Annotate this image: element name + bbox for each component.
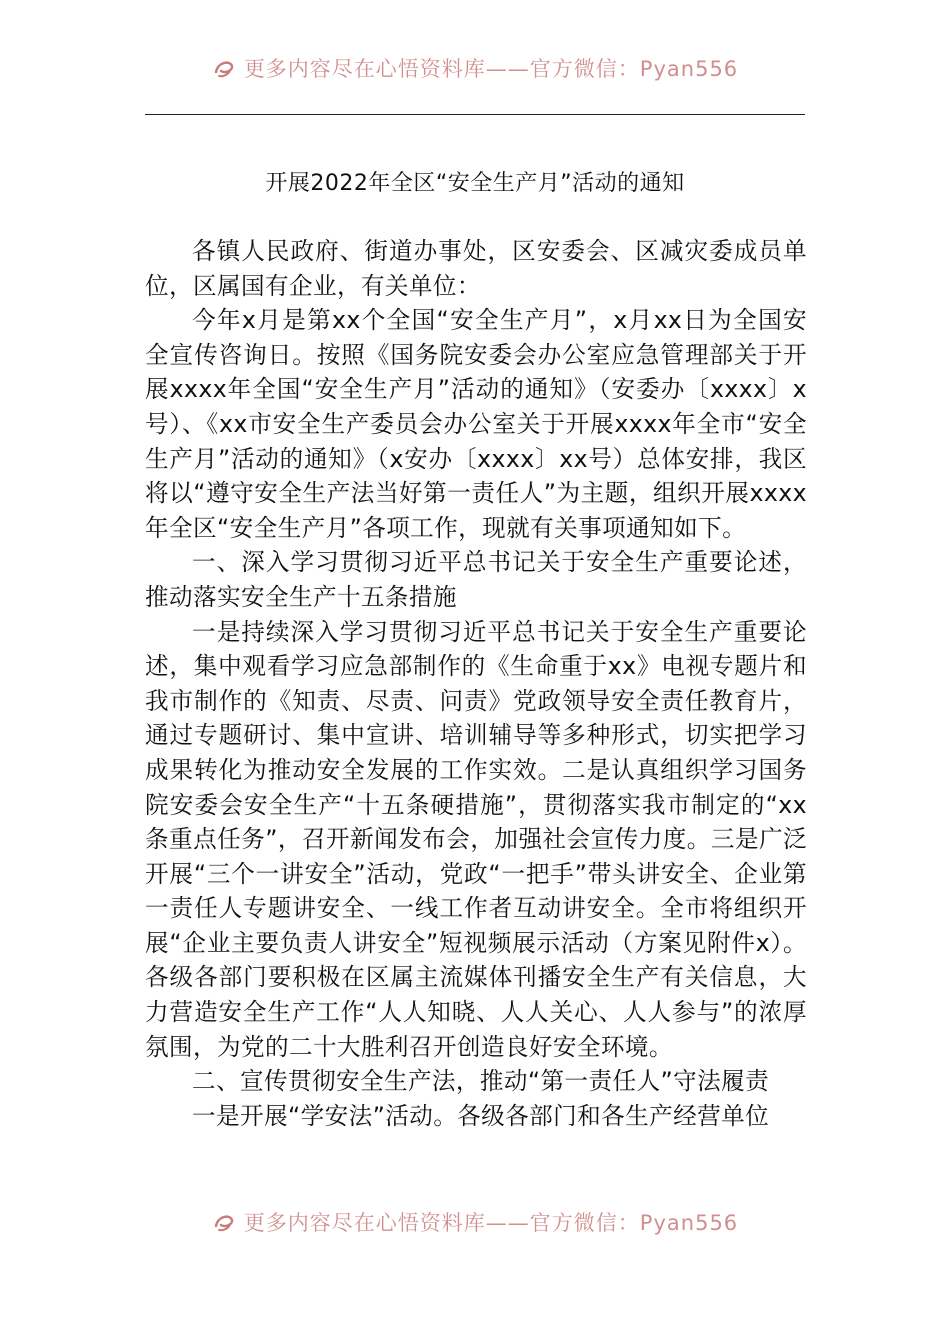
document-body [145, 234, 807, 1133]
document-title: 开展2022年全区“安全生产月”活动的通知 [265, 171, 685, 196]
section-heading-2: 二、宣传贯彻安全生产法，推动“第一责任人”守法履责 [192, 1067, 770, 1096]
section-heading-1: 一、深入学习贯彻习近平总书记关于安全生产重要论述，推动落实安全生产十五条措施 [145, 548, 807, 611]
brand-swirl-icon [212, 56, 236, 80]
paragraph-intro: 今年x月是第xx个全国“安全生产月”，x月xx日为全国安全宣传咨询日。按照《国务院安委会办公室应急管理部关于开展xxxx年全国“安全生产月”活动的通知》（安委办〔xxxx〕x号）、《xx市安全生产委员会办公室关于开展xxxx年全市“安全生产月”活动的通知》（x安办〔xxxx〕xx号）总体安排，我区将以“遵守安全生产法当好第一责任人”为主题，组织开展xxxx年全区“安全生产月”各项工作，现就有关事项通知如下。 [145, 306, 807, 542]
paragraph-section-1: 一是持续深入学习贯彻习近平总书记关于安全生产重要论述，集中观看学习应急部制作的《生命重于xx》电视专题片和我市制作的《知责、尽责、问责》党政领导安全责任教育片，通过专题研讨、集中宣讲、培训辅导等多种形式，切实把学习成果转化为推动安全发展的工作实效。二是认真组织学习国务院安委会安全生产“十五条硬措施”，贯彻落实我市制定的“xx条重点任务”，召开新闻发布会，加强社会宣传力度。三是广泛开展“三个一讲安全”活动，党政“一把手”带头讲安全、企业第一责任人专题讲安全、一线工作者互动讲安全。全市将组织开展“企业主要负责人讲安全”短视频展示活动（方案见附件x）。各级各部门要积极在区属主流媒体刊播安全生产有关信息，大力营造安全生产工作“人人知晓、人人关心、人人参与”的浓厚氛围，为党的二十大胜利召开创造良好安全环境。 [145, 617, 807, 1061]
watermark-text: 更多内容尽在心悟资料库——官方微信：Pyan556 [243, 57, 739, 81]
watermark-footer [0, 1202, 950, 1242]
brand-swirl-icon [212, 1210, 236, 1234]
watermark-header [0, 48, 950, 88]
watermark-text: 更多内容尽在心悟资料库——官方微信：Pyan556 [243, 1211, 739, 1235]
header-rule [145, 114, 805, 115]
paragraph-section-2: 一是开展“学安法”活动。各级各部门和各生产经营单位 [192, 1101, 770, 1130]
paragraph-addressee: 各镇人民政府、街道办事处，区安委会、区减灾委成员单位，区属国有企业，有关单位： [145, 237, 807, 300]
